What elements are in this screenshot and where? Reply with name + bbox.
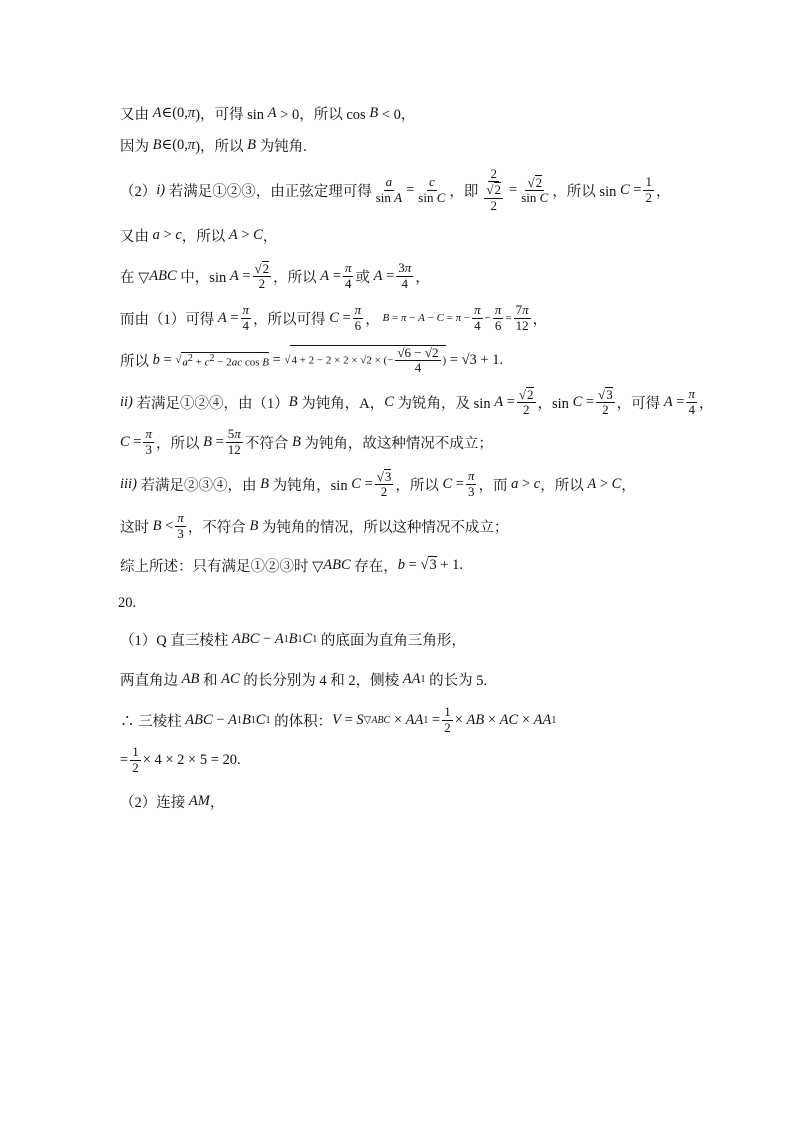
text-line-5: 在 ▽ ABC 中，sin A = √ $\frac{2}{2}$ ，所以 A = $\frac{\pi}{4}$ 或 A = $\frac{3\pi}{4}$ ， <box>120 256 734 296</box>
text-line-17: = $\frac{1}{2}$ × 4 × 2 × 5 = 20. <box>120 744 241 775</box>
text-line-9: C = $\frac{\pi}{3}$ ，所以 B = $\frac{5\pi}{12}$ 不符合 B 为钝角，故这种情况不成立； <box>120 426 493 457</box>
text-line-15: 两直角边 AB 和 AC 的长分别为 4 和 2，侧棱 AA 1 的长为 5. <box>120 670 488 689</box>
question-number: 20. <box>118 594 137 611</box>
text-line-8: ii) 若满足①②④，由（1） B 为钝角，A， C 为锐角，及 sin A = √ $\frac{2}{2}$ ，sin C = √ $\frac{3}{2}$ ，可得 A = $\frac{\pi}{4}$ ， <box>120 382 734 422</box>
text-line-11: 这时 B < $\frac{\pi}{3}$ ，不符合 B 为钝角的情况，所以这种情况不成立； <box>120 510 509 541</box>
text-line-4: 又由 a > c ，所以 A > C ， <box>120 226 278 245</box>
text-line-16: ∴ 三棱柱 ABC − A 1 B 1 C 1 的体积： V = S ▽ABC × AA 1 = $\frac{1}{2}$ × AB × AC × AA 1 <box>120 704 557 735</box>
text-line-3: （2） i) 若满足①②③，由正弦定理可得 $\frac{a}{\text{sin A}}$ = $\frac{c}{\text{sin C}}$ ，即 2 √ $\frac{2}{2}$ = √ $\frac{2}{\text{sin C}}$ ，所以 sin C = $\frac{1}{2}$ ， <box>120 166 734 214</box>
text-line-18: （2）连接 AM ， <box>120 792 225 811</box>
text-line-2: 因为 B ∈(0, π )，所以 B 为钝角. <box>120 136 307 155</box>
text-line-10: iii) 若满足②③④，由 B 为钝角，sin C = √ $\frac{3}{2}$ ，所以 C = $\frac{\pi}{3}$ ，而 a > c ，所以 A > C ， <box>120 464 734 504</box>
text-line-12: 综上所述：只有满足①②③时 ▽ ABC 存在， b = √ 3 + 1. <box>120 548 734 582</box>
text-line-1: 又由 A ∈(0, π )，可得 sin A > 0，所以 cos B < 0， <box>120 104 416 123</box>
text-line-6: 而由（1）可得 A = $\frac{\pi}{4}$ ，所以可得 C = $\frac{\pi}{6}$ ， B = π − A − C = π − $\frac{\pi}{4}$ − $\frac{\pi}{6}$ = $\frac{7\pi}{12}$ ， <box>120 302 548 333</box>
text-line-7: 所以 b = √ $a^2 + c^2 - 2ac$ cos B = √ 4 + 2 − 2 × 2 × √2 × (− $\frac{√6 - √2}{4}$ ) = √3 + 1. <box>120 340 734 380</box>
text-line-14: （1）Q 直三棱柱 ABC − A 1 B 1 C 1 的底面为直角三角形， <box>120 630 466 649</box>
